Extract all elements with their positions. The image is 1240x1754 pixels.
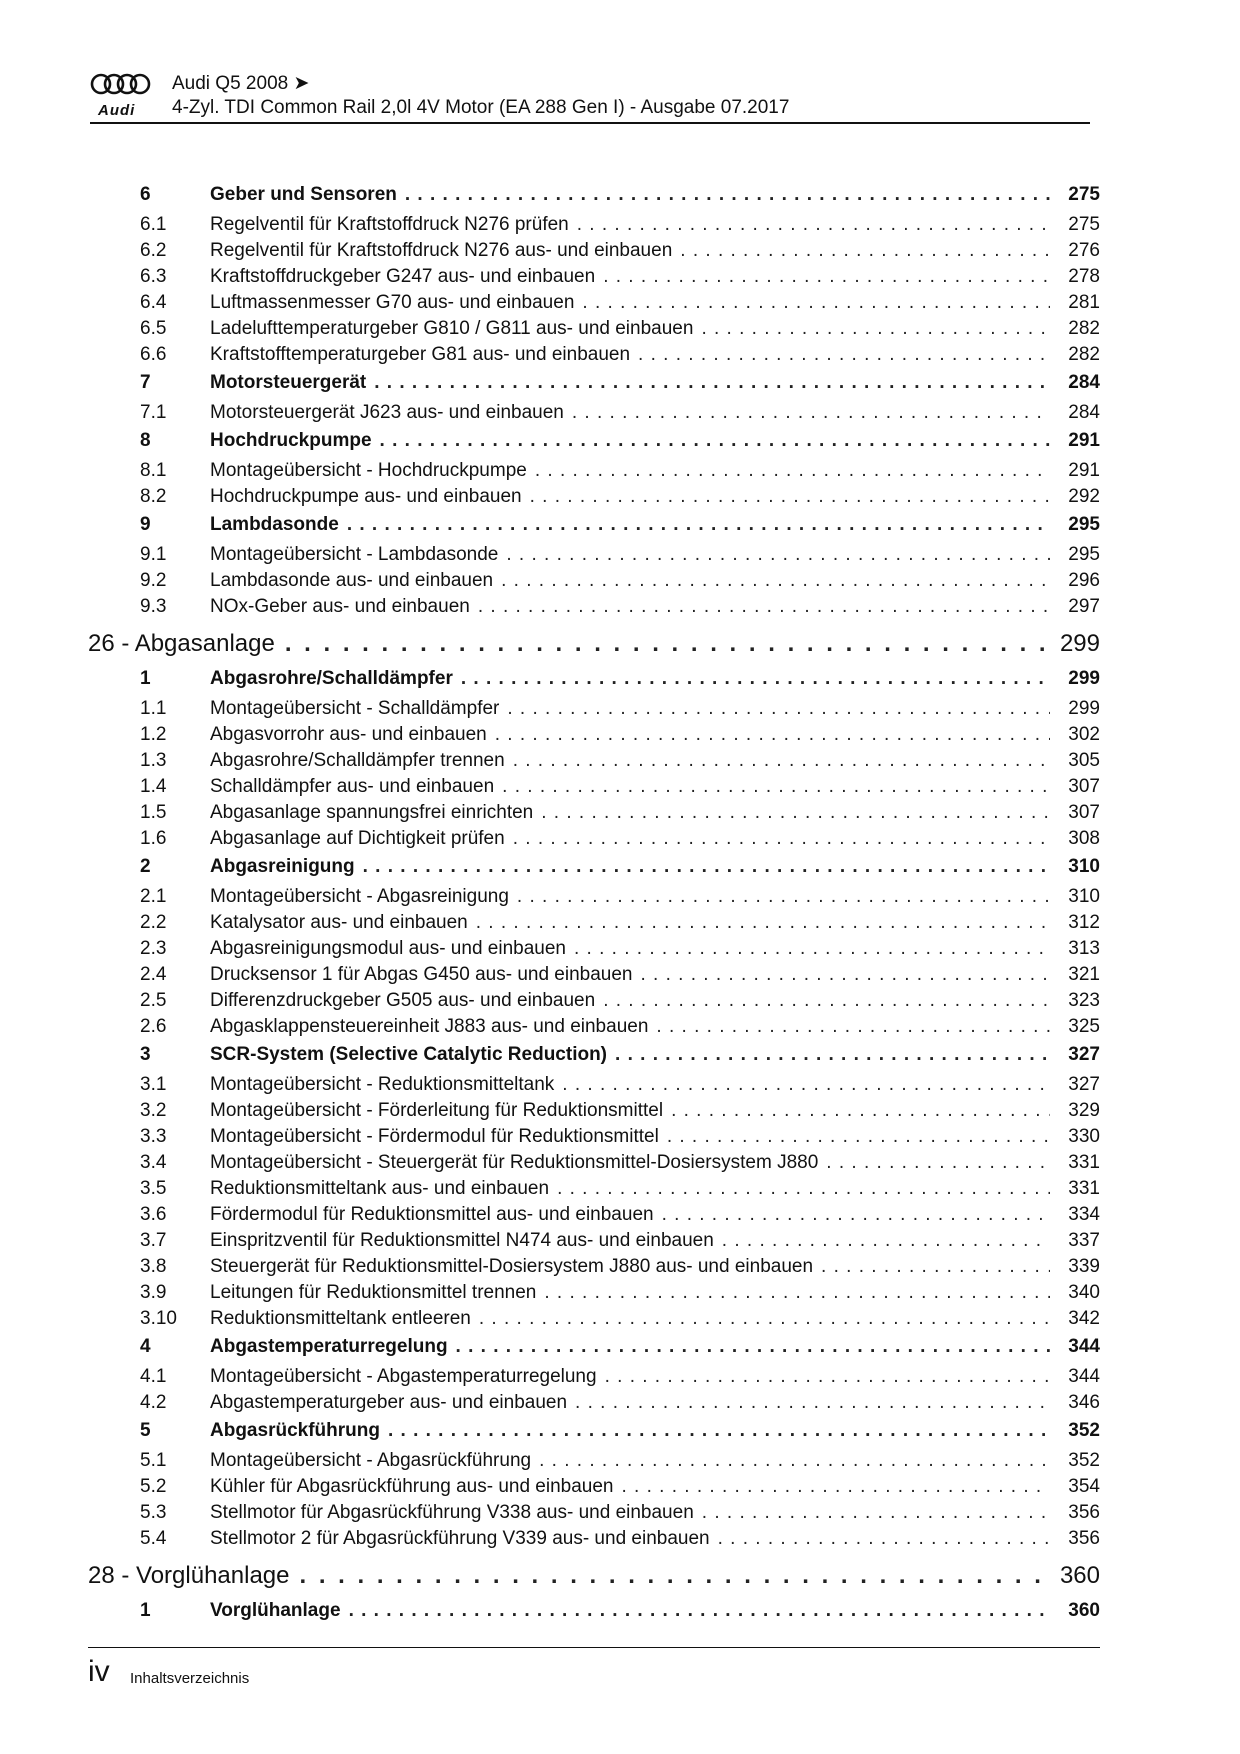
- toc-entry-page: 291: [1068, 460, 1100, 481]
- toc-dot-leader: [577, 214, 1050, 236]
- audi-logo: [90, 72, 154, 122]
- toc-entry-title: Abgasklappensteuereinheit J883 aus- und einbauen: [210, 1016, 649, 1037]
- toc-entry-title: Motorsteuergerät J623 aus- und einbauen: [210, 402, 564, 423]
- toc-dot-leader: [501, 570, 1050, 592]
- toc-entry-title: Reduktionsmitteltank entleeren: [210, 1308, 471, 1329]
- toc-entry[interactable]: [88, 1528, 1100, 1554]
- audi-logo-word: Audi: [98, 102, 136, 119]
- toc-entry-number: 1: [140, 1600, 151, 1621]
- toc-entry-number: 8.2: [140, 486, 167, 507]
- toc-entry-page: 307: [1068, 776, 1100, 797]
- toc-entry-page: 308: [1068, 828, 1100, 849]
- toc-entry-page: 344: [1068, 1366, 1100, 1387]
- toc-entry-title: Montageübersicht - Fördermodul für Reduktionsmittel: [210, 1126, 659, 1147]
- toc-entry[interactable]: [88, 1282, 1100, 1308]
- toc-section-entry[interactable]: [88, 668, 1100, 698]
- toc-entry-number: 3.9: [140, 1282, 167, 1303]
- toc-dot-leader: [479, 1308, 1050, 1330]
- toc-entry-page: 282: [1068, 318, 1100, 339]
- toc-entry-page: 337: [1068, 1230, 1100, 1251]
- toc-entry-title: Leitungen für Reduktionsmittel trennen: [210, 1282, 537, 1303]
- toc-entry-title: Montageübersicht - Abgastemperaturregelung: [210, 1366, 597, 1387]
- toc-entry-title: Montageübersicht - Reduktionsmitteltank: [210, 1074, 555, 1095]
- toc-entry[interactable]: [88, 1256, 1100, 1282]
- toc-entry-page: 296: [1068, 570, 1100, 591]
- toc-entry-page: 299: [1068, 698, 1100, 719]
- toc-entry-title: SCR-System (Selective Catalytic Reduction): [210, 1044, 608, 1065]
- toc-entry-number: 3.7: [140, 1230, 167, 1251]
- toc-entry-title: Lambdasonde aus- und einbauen: [210, 570, 494, 591]
- toc-entry-number: 3.4: [140, 1152, 167, 1173]
- toc-entry[interactable]: [88, 1126, 1100, 1152]
- toc-entry-page: 291: [1068, 430, 1100, 451]
- toc-section-entry[interactable]: [88, 1420, 1100, 1450]
- toc-entry[interactable]: [88, 1308, 1100, 1334]
- toc-entry-page: 342: [1068, 1308, 1100, 1329]
- toc-dot-leader: [622, 1476, 1051, 1498]
- toc-section-entry[interactable]: [88, 856, 1100, 886]
- toc-entry[interactable]: [88, 292, 1100, 318]
- toc-entry-page: 312: [1068, 912, 1100, 933]
- toc-entry-title: Lambdasonde: [210, 514, 339, 535]
- toc-entry-title: Abgasvorrohr aus- und einbauen: [210, 724, 487, 745]
- toc-entry[interactable]: [88, 402, 1100, 428]
- toc-entry-number: 8: [140, 430, 151, 451]
- toc-entry[interactable]: [88, 1502, 1100, 1528]
- toc-entry-number: 3: [140, 1044, 151, 1065]
- toc-entry-number: 5.2: [140, 1476, 167, 1497]
- toc-entry-title: Kraftstoffdruckgeber G247 aus- und einbauen: [210, 266, 596, 287]
- toc-dot-leader: [718, 1528, 1050, 1550]
- toc-entry-number: 4.1: [140, 1366, 167, 1387]
- toc-entry-number: 5.1: [140, 1450, 167, 1471]
- toc-chapter-page: 360: [1059, 1562, 1100, 1589]
- toc-entry-page: 310: [1068, 886, 1100, 907]
- toc-entry-page: 275: [1068, 214, 1100, 235]
- toc-entry-number: 9.1: [140, 544, 167, 565]
- toc-entry-title: Abgastemperaturgeber aus- und einbauen: [210, 1392, 568, 1413]
- toc-entry-title: Kühler für Abgasrückführung aus- und einbauen: [210, 1476, 614, 1497]
- toc-dot-leader: [603, 990, 1050, 1012]
- toc-entry-number: 6: [140, 184, 151, 205]
- toc-entry[interactable]: [88, 1016, 1100, 1042]
- toc-entry-page: 299: [1068, 668, 1100, 689]
- toc-entry-title: Steuergerät für Reduktionsmittel-Dosiersystem J880 aus- und einbauen: [210, 1256, 814, 1277]
- toc-entry-page: 327: [1068, 1044, 1100, 1065]
- toc-dot-leader: [388, 1420, 1050, 1442]
- toc-dot-leader: [363, 856, 1050, 878]
- toc-entry-page: 282: [1068, 344, 1100, 365]
- toc-section-entry[interactable]: [88, 1336, 1100, 1366]
- toc-entry-page: 281: [1068, 292, 1100, 313]
- toc-entry-title: Abgasanlage spannungsfrei einrichten: [210, 802, 534, 823]
- toc-entry-number: 6.2: [140, 240, 167, 261]
- toc-entry-page: 352: [1068, 1450, 1100, 1471]
- toc-entry-title: Kraftstofftemperaturgeber G81 aus- und einbauen: [210, 344, 631, 365]
- toc-chapter-title: 28 - Vorglühanlage: [88, 1562, 290, 1589]
- toc-entry[interactable]: [88, 1392, 1100, 1418]
- toc-dot-leader: [671, 1100, 1050, 1122]
- toc-entry[interactable]: [88, 828, 1100, 854]
- toc-entry-page: 276: [1068, 240, 1100, 261]
- toc-section-entry[interactable]: [88, 1600, 1100, 1630]
- toc-entry[interactable]: [88, 318, 1100, 344]
- toc-dot-leader: [530, 486, 1050, 508]
- header-engine: 4-Zyl. TDI Common Rail 2,0l 4V Motor (EA 288 Gen I) - Ausgabe 07.2017: [172, 97, 790, 118]
- toc-entry-title: Stellmotor für Abgasrückführung V338 aus- und einbauen: [210, 1502, 694, 1523]
- toc-entry[interactable]: [88, 544, 1100, 570]
- toc-dot-leader: [615, 1044, 1050, 1066]
- toc-entry-page: 331: [1068, 1178, 1100, 1199]
- toc-entry-number: 1.2: [140, 724, 167, 745]
- toc-entry-page: 356: [1068, 1528, 1100, 1549]
- toc-entry-title: Montageübersicht - Abgasrückführung: [210, 1450, 532, 1471]
- toc-entry-title: Hochdruckpumpe: [210, 430, 372, 451]
- toc-section-entry[interactable]: [88, 1044, 1100, 1074]
- toc-chapter-page: 299: [1059, 630, 1100, 657]
- toc-entry-title: Montageübersicht - Förderleitung für Reduktionsmittel: [210, 1100, 664, 1121]
- toc-dot-leader: [557, 1178, 1050, 1200]
- toc-entry[interactable]: [88, 266, 1100, 292]
- toc-entry[interactable]: [88, 1152, 1100, 1178]
- toc-entry-page: 295: [1068, 514, 1100, 535]
- toc-entry-page: 292: [1068, 486, 1100, 507]
- toc-entry-title: Drucksensor 1 für Abgas G450 aus- und einbauen: [210, 964, 633, 985]
- toc-entry-page: 329: [1068, 1100, 1100, 1121]
- toc-dot-leader: [476, 912, 1050, 934]
- toc-entry-title: Motorsteuergerät: [210, 372, 367, 393]
- toc-entry-number: 3.6: [140, 1204, 167, 1225]
- header-model: Audi Q5 2008 ➤: [172, 73, 310, 94]
- toc-dot-leader: [702, 1502, 1050, 1524]
- toc-entry-title: Fördermodul für Reduktionsmittel aus- und einbauen: [210, 1204, 654, 1225]
- toc-dot-leader: [821, 1256, 1050, 1278]
- toc-entry-title: Vorglühanlage: [210, 1600, 341, 1621]
- toc-entry-page: 302: [1068, 724, 1100, 745]
- toc-entry[interactable]: [88, 570, 1100, 596]
- toc-section-entry[interactable]: [88, 514, 1100, 544]
- toc-entry-number: 9.3: [140, 596, 167, 617]
- toc-dot-leader: [680, 240, 1050, 262]
- toc-dot-leader: [605, 1366, 1050, 1388]
- toc-entry[interactable]: [88, 698, 1100, 724]
- toc-entry-number: 1.3: [140, 750, 167, 771]
- toc-entry-title: Abgasrohre/Schalldämpfer: [210, 668, 453, 689]
- toc-entry[interactable]: [88, 460, 1100, 486]
- toc-entry-title: Montageübersicht - Abgasreinigung: [210, 886, 509, 907]
- toc-dot-leader: [638, 344, 1050, 366]
- toc-chapter-entry[interactable]: [88, 622, 1100, 666]
- toc-dot-leader: [541, 802, 1050, 824]
- toc-entry-title: Ladelufttemperaturgeber G810 / G811 aus- und einbauen: [210, 318, 694, 339]
- toc-dot-leader: [722, 1230, 1050, 1252]
- toc-entry-number: 1.1: [140, 698, 167, 719]
- toc-entry-number: 6.3: [140, 266, 167, 287]
- toc-entry-number: 3.3: [140, 1126, 167, 1147]
- toc-entry-number: 6.1: [140, 214, 167, 235]
- toc-section-entry[interactable]: [88, 372, 1100, 402]
- toc-entry-number: 1.4: [140, 776, 167, 797]
- toc-entry-page: 323: [1068, 990, 1100, 1011]
- toc-entry-page: 334: [1068, 1204, 1100, 1225]
- toc-entry[interactable]: [88, 1100, 1100, 1126]
- toc-entry-page: 278: [1068, 266, 1100, 287]
- toc-entry-title: Abgasrohre/Schalldämpfer trennen: [210, 750, 505, 771]
- toc-entry-number: 2: [140, 856, 151, 877]
- toc-dot-leader: [544, 1282, 1050, 1304]
- toc-entry-number: 3.8: [140, 1256, 167, 1277]
- toc-entry[interactable]: [88, 596, 1100, 622]
- toc-section-entry[interactable]: [88, 430, 1100, 460]
- toc-entry-title: NOx-Geber aus- und einbauen: [210, 596, 470, 617]
- toc-entry-number: 6.5: [140, 318, 167, 339]
- toc-entry[interactable]: [88, 1476, 1100, 1502]
- toc-entry-page: 352: [1068, 1420, 1100, 1441]
- toc-entry-page: 339: [1068, 1256, 1100, 1277]
- toc-entry-title: Montageübersicht - Lambdasonde: [210, 544, 499, 565]
- toc-entry-page: 331: [1068, 1152, 1100, 1173]
- footer-page-number: iv: [88, 1655, 110, 1688]
- toc-entry-page: 295: [1068, 544, 1100, 565]
- toc-entry[interactable]: [88, 214, 1100, 240]
- toc-entry-number: 4.2: [140, 1392, 167, 1413]
- toc-dot-leader: [478, 596, 1050, 618]
- toc-entry-page: 297: [1068, 596, 1100, 617]
- footer-divider: [88, 1647, 1100, 1648]
- toc-entry-number: 5.4: [140, 1528, 167, 1549]
- toc-dot-leader: [641, 964, 1051, 986]
- toc-entry-title: Hochdruckpumpe aus- und einbauen: [210, 486, 522, 507]
- toc-entry[interactable]: [88, 964, 1100, 990]
- toc-dot-leader: [507, 698, 1050, 720]
- toc-entry[interactable]: [88, 750, 1100, 776]
- toc-entry-page: 360: [1068, 1600, 1100, 1621]
- toc-entry-number: 2.6: [140, 1016, 167, 1037]
- toc-entry-number: 1: [140, 668, 151, 689]
- toc-dot-leader: [662, 1204, 1050, 1226]
- toc-entry-number: 9.2: [140, 570, 167, 591]
- toc-entry-page: 313: [1068, 938, 1100, 959]
- toc-section-entry[interactable]: [88, 184, 1100, 214]
- toc-entry[interactable]: [88, 802, 1100, 828]
- toc-entry-number: 1.5: [140, 802, 167, 823]
- toc-entry-page: 310: [1068, 856, 1100, 877]
- toc-entry-number: 3.10: [140, 1308, 177, 1329]
- toc-dot-leader: [285, 630, 1050, 658]
- toc-dot-leader: [456, 1336, 1050, 1358]
- toc-entry-title: Regelventil für Kraftstoffdruck N276 prüfen: [210, 214, 569, 235]
- toc-entry-page: 284: [1068, 402, 1100, 423]
- toc-entry-number: 6.6: [140, 344, 167, 365]
- toc-entry-title: Einspritzventil für Reduktionsmittel N474 aus- und einbauen: [210, 1230, 714, 1251]
- toc-dot-leader: [405, 184, 1050, 206]
- toc-entry[interactable]: [88, 886, 1100, 912]
- toc-entry-number: 2.4: [140, 964, 167, 985]
- toc-dot-leader: [347, 514, 1050, 536]
- toc-dot-leader: [575, 1392, 1050, 1414]
- toc-entry-number: 9: [140, 514, 151, 535]
- toc-entry-title: Stellmotor 2 für Abgasrückführung V339 aus- und einbauen: [210, 1528, 710, 1549]
- toc-dot-leader: [562, 1074, 1050, 1096]
- toc-chapter-entry[interactable]: [88, 1554, 1100, 1598]
- toc-entry-title: Montageübersicht - Steuergerät für Reduktionsmittel-Dosiersystem J880: [210, 1152, 819, 1173]
- toc-entry[interactable]: [88, 724, 1100, 750]
- toc-dot-leader: [300, 1562, 1051, 1590]
- toc-entry-number: 2.3: [140, 938, 167, 959]
- toc-entry-title: Abgastemperaturregelung: [210, 1336, 448, 1357]
- toc-entry-number: 7: [140, 372, 151, 393]
- toc-entry-page: 344: [1068, 1336, 1100, 1357]
- toc-entry-number: 2.1: [140, 886, 167, 907]
- toc-entry-title: Luftmassenmesser G70 aus- und einbauen: [210, 292, 575, 313]
- toc-entry-number: 3.1: [140, 1074, 167, 1095]
- toc-dot-leader: [582, 292, 1050, 314]
- toc-entry[interactable]: [88, 1450, 1100, 1476]
- toc-dot-leader: [656, 1016, 1050, 1038]
- toc-chapter-title: 26 - Abgasanlage: [88, 630, 275, 657]
- toc-entry[interactable]: [88, 990, 1100, 1016]
- toc-entry-title: Abgasreinigungsmodul aus- und einbauen: [210, 938, 566, 959]
- toc-entry[interactable]: [88, 240, 1100, 266]
- toc-entry-title: Abgasanlage auf Dichtigkeit prüfen: [210, 828, 505, 849]
- toc-entry-number: 8.1: [140, 460, 167, 481]
- toc-entry-title: Differenzdruckgeber G505 aus- und einbauen: [210, 990, 596, 1011]
- toc-entry-title: Geber und Sensoren: [210, 184, 397, 205]
- toc-entry[interactable]: [88, 1230, 1100, 1256]
- toc-entry-number: 3.5: [140, 1178, 167, 1199]
- toc-entry-title: Abgasreinigung: [210, 856, 355, 877]
- toc-dot-leader: [495, 724, 1050, 746]
- toc-entry-page: 346: [1068, 1392, 1100, 1413]
- toc-entry-page: 325: [1068, 1016, 1100, 1037]
- footer-label: Inhaltsverzeichnis: [130, 1670, 250, 1687]
- toc-dot-leader: [349, 1600, 1050, 1622]
- toc-dot-leader: [572, 402, 1050, 424]
- toc-entry-number: 3.2: [140, 1100, 167, 1121]
- toc-dot-leader: [502, 776, 1050, 798]
- toc-dot-leader: [667, 1126, 1050, 1148]
- toc-dot-leader: [374, 372, 1050, 394]
- toc-entry[interactable]: [88, 776, 1100, 802]
- toc-dot-leader: [574, 938, 1050, 960]
- table-of-contents: [88, 182, 1100, 1630]
- toc-dot-leader: [461, 668, 1050, 690]
- toc-dot-leader: [701, 318, 1050, 340]
- toc-entry-number: 2.2: [140, 912, 167, 933]
- toc-entry-page: 275: [1068, 184, 1100, 205]
- toc-entry-title: Montageübersicht - Hochdruckpumpe: [210, 460, 527, 481]
- toc-entry-page: 321: [1068, 964, 1100, 985]
- toc-dot-leader: [603, 266, 1050, 288]
- toc-entry-page: 356: [1068, 1502, 1100, 1523]
- toc-entry-page: 330: [1068, 1126, 1100, 1147]
- toc-entry[interactable]: [88, 1074, 1100, 1100]
- toc-entry-number: 5: [140, 1420, 151, 1441]
- toc-entry-number: 6.4: [140, 292, 167, 313]
- toc-entry-number: 7.1: [140, 402, 167, 423]
- page-header: [90, 70, 1090, 128]
- toc-entry-number: 1.6: [140, 828, 167, 849]
- toc-entry[interactable]: [88, 1366, 1100, 1392]
- toc-dot-leader: [513, 750, 1050, 772]
- toc-dot-leader: [517, 886, 1050, 908]
- toc-dot-leader: [380, 430, 1050, 452]
- toc-entry-page: 327: [1068, 1074, 1100, 1095]
- toc-entry-title: Reduktionsmitteltank aus- und einbauen: [210, 1178, 550, 1199]
- toc-entry-number: 4: [140, 1336, 151, 1357]
- toc-entry-title: Katalysator aus- und einbauen: [210, 912, 468, 933]
- toc-entry[interactable]: [88, 912, 1100, 938]
- toc-entry-number: 5.3: [140, 1502, 167, 1523]
- toc-entry-page: 305: [1068, 750, 1100, 771]
- toc-entry-number: 2.5: [140, 990, 167, 1011]
- toc-entry-page: 284: [1068, 372, 1100, 393]
- toc-dot-leader: [513, 828, 1050, 850]
- toc-entry-page: 354: [1068, 1476, 1100, 1497]
- toc-entry-page: 340: [1068, 1282, 1100, 1303]
- toc-entry-page: 307: [1068, 802, 1100, 823]
- toc-entry[interactable]: [88, 486, 1100, 512]
- toc-dot-leader: [535, 460, 1050, 482]
- toc-dot-leader: [539, 1450, 1050, 1472]
- header-divider: [90, 122, 1090, 124]
- toc-dot-leader: [506, 544, 1050, 566]
- toc-entry-title: Montageübersicht - Schalldämpfer: [210, 698, 500, 719]
- toc-entry[interactable]: [88, 1178, 1100, 1204]
- toc-dot-leader: [826, 1152, 1050, 1174]
- toc-entry-title: Schalldämpfer aus- und einbauen: [210, 776, 495, 797]
- toc-entry[interactable]: [88, 938, 1100, 964]
- page-footer: [88, 1647, 1100, 1688]
- toc-entry-title: Regelventil für Kraftstoffdruck N276 aus- und einbauen: [210, 240, 673, 261]
- toc-entry[interactable]: [88, 344, 1100, 370]
- toc-entry[interactable]: [88, 1204, 1100, 1230]
- audi-rings-icon: [90, 72, 154, 100]
- toc-entry-title: Abgasrückführung: [210, 1420, 380, 1441]
